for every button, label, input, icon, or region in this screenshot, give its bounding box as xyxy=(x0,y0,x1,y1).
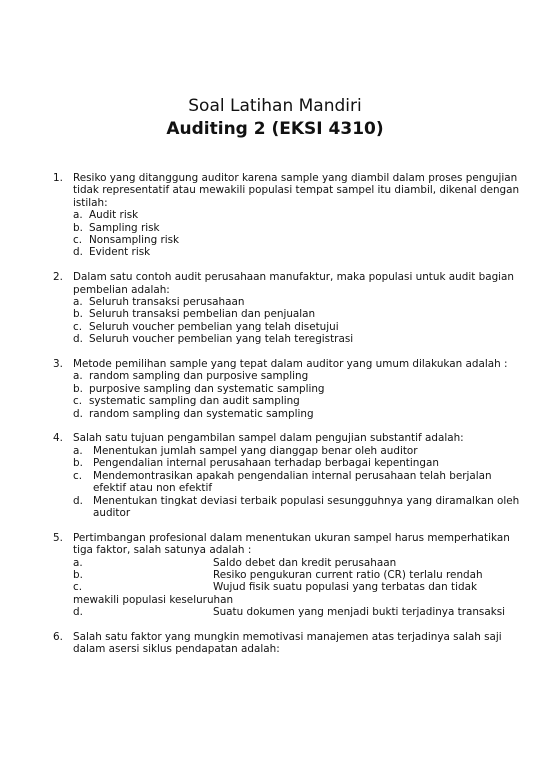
option-letter: b. xyxy=(73,382,83,395)
option-letter: b. xyxy=(73,221,83,234)
option-text: Evident risk xyxy=(89,246,151,259)
option-list xyxy=(73,445,523,519)
document-subtitle: Auditing 2 (EKSI 4310) xyxy=(166,119,384,139)
question-number: 3. xyxy=(53,358,63,371)
option-c xyxy=(73,470,523,495)
option-text: Saldo debet dan kredit perusahaan xyxy=(213,556,397,569)
option-text: systematic sampling dan audit sampling xyxy=(89,395,300,408)
option-letter: c. xyxy=(73,234,83,247)
question-number: 5. xyxy=(53,531,63,544)
option-a xyxy=(73,445,523,457)
option-letter: a. xyxy=(73,370,83,383)
question-number: 6. xyxy=(53,630,63,643)
option-letter: c. xyxy=(73,395,83,408)
option-c xyxy=(73,234,523,246)
question-text: Metode pemilihan sample yang tepat dalam auditor yang umum dilakukan adalah : xyxy=(73,358,508,371)
option-letter: b. xyxy=(73,457,83,470)
option-letter: c. xyxy=(73,469,83,482)
option-text: Seluruh transaksi perusahaan xyxy=(89,296,245,309)
option-a xyxy=(73,370,523,382)
option-list xyxy=(73,370,523,420)
option-letter: b. xyxy=(73,308,83,321)
option-letter: d. xyxy=(73,494,83,507)
option-text: Resiko pengukuran current ratio (CR) terlalu rendah xyxy=(213,568,483,581)
option-b xyxy=(73,383,523,395)
question-number: 1. xyxy=(53,172,63,184)
option-letter: a. xyxy=(73,444,83,457)
question-number: 2. xyxy=(53,271,63,284)
question-2 xyxy=(53,271,523,345)
question-list xyxy=(53,172,523,668)
question-1 xyxy=(53,172,523,259)
option-d xyxy=(73,333,523,345)
option-list xyxy=(73,557,523,619)
question-3 xyxy=(53,358,523,420)
option-b xyxy=(73,457,523,469)
question-text: Pertimbangan profesional dalam menentukan ukuran sampel harus memperhatikan tiga faktor, salah satunya adalah : xyxy=(73,531,510,557)
option-list xyxy=(73,296,523,346)
option-c xyxy=(73,395,523,407)
question-text: Salah satu faktor yang mungkin memotivasi manajemen atas terjadinya salah saji dalam asersi siklus pendapatan adalah: xyxy=(73,630,502,656)
option-d xyxy=(73,408,523,420)
document-title: Soal Latihan Mandiri xyxy=(188,96,362,116)
option-text: purposive sampling dan systematic sampling xyxy=(89,382,325,395)
question-5 xyxy=(53,532,523,619)
option-text: Mendemontrasikan apakah pengendalian internal perusahaan telah berjalan efektif atau non efektif xyxy=(93,469,492,495)
option-c xyxy=(73,321,523,333)
option-a xyxy=(73,296,523,308)
option-letter: a. xyxy=(73,556,83,569)
option-letter: a. xyxy=(73,296,83,309)
option-b xyxy=(73,569,523,581)
question-text: Dalam satu contoh audit perusahaan manufaktur, maka populasi untuk audit bagian pembelian adalah: xyxy=(73,271,514,296)
option-b xyxy=(73,222,523,234)
option-d xyxy=(73,246,523,258)
option-text: Pengendalian internal perusahaan terhadap berbagai kepentingan xyxy=(93,457,439,470)
option-text: Seluruh voucher pembelian yang telah teregistrasi xyxy=(89,333,354,346)
option-a xyxy=(73,557,523,569)
option-letter: d. xyxy=(73,606,83,619)
option-letter: d. xyxy=(73,333,83,346)
question-number: 4. xyxy=(53,432,63,445)
option-list xyxy=(73,209,523,259)
option-letter: d. xyxy=(73,246,83,259)
option-text: random sampling dan systematic sampling xyxy=(89,407,314,420)
option-text: Seluruh voucher pembelian yang telah disetujui xyxy=(89,320,339,333)
option-a xyxy=(73,209,523,221)
question-text: Salah satu tujuan pengambilan sampel dalam pengujian substantif adalah: xyxy=(73,432,464,445)
option-d xyxy=(73,495,523,520)
question-6 xyxy=(53,631,523,656)
option-letter: d. xyxy=(73,407,83,420)
option-letter: c. xyxy=(73,320,83,333)
option-text: Sampling risk xyxy=(89,221,160,234)
option-text: Seluruh transaksi pembelian dan penjualan xyxy=(89,308,316,321)
question-text: Resiko yang ditanggung auditor karena sample yang diambil dalam proses pengujian tidak representatif atau mewakili populasi tempat sampel itu diambil, dikenal dengan istilah: xyxy=(73,172,520,209)
question-4 xyxy=(53,432,523,519)
option-text: Audit risk xyxy=(89,209,139,222)
option-d xyxy=(73,606,523,618)
option-text: Suatu dokumen yang menjadi bukti terjadinya transaksi xyxy=(213,606,506,619)
option-letter: c. xyxy=(73,581,83,594)
option-b xyxy=(73,308,523,320)
option-text: random sampling dan purposive sampling xyxy=(89,370,309,383)
option-text: Menentukan tingkat deviasi terbaik populasi sesungguhnya yang diramalkan oleh auditor xyxy=(93,494,520,519)
option-text: Wujud fisik suatu populasi yang terbatas dan tidak mewakili populasi keseluruhan xyxy=(73,581,477,606)
option-letter: a. xyxy=(73,209,83,222)
option-text: Menentukan jumlah sampel yang dianggap benar oleh auditor xyxy=(93,444,418,457)
option-text: Nonsampling risk xyxy=(89,234,180,247)
option-letter: b. xyxy=(73,568,83,581)
option-c xyxy=(73,581,523,606)
